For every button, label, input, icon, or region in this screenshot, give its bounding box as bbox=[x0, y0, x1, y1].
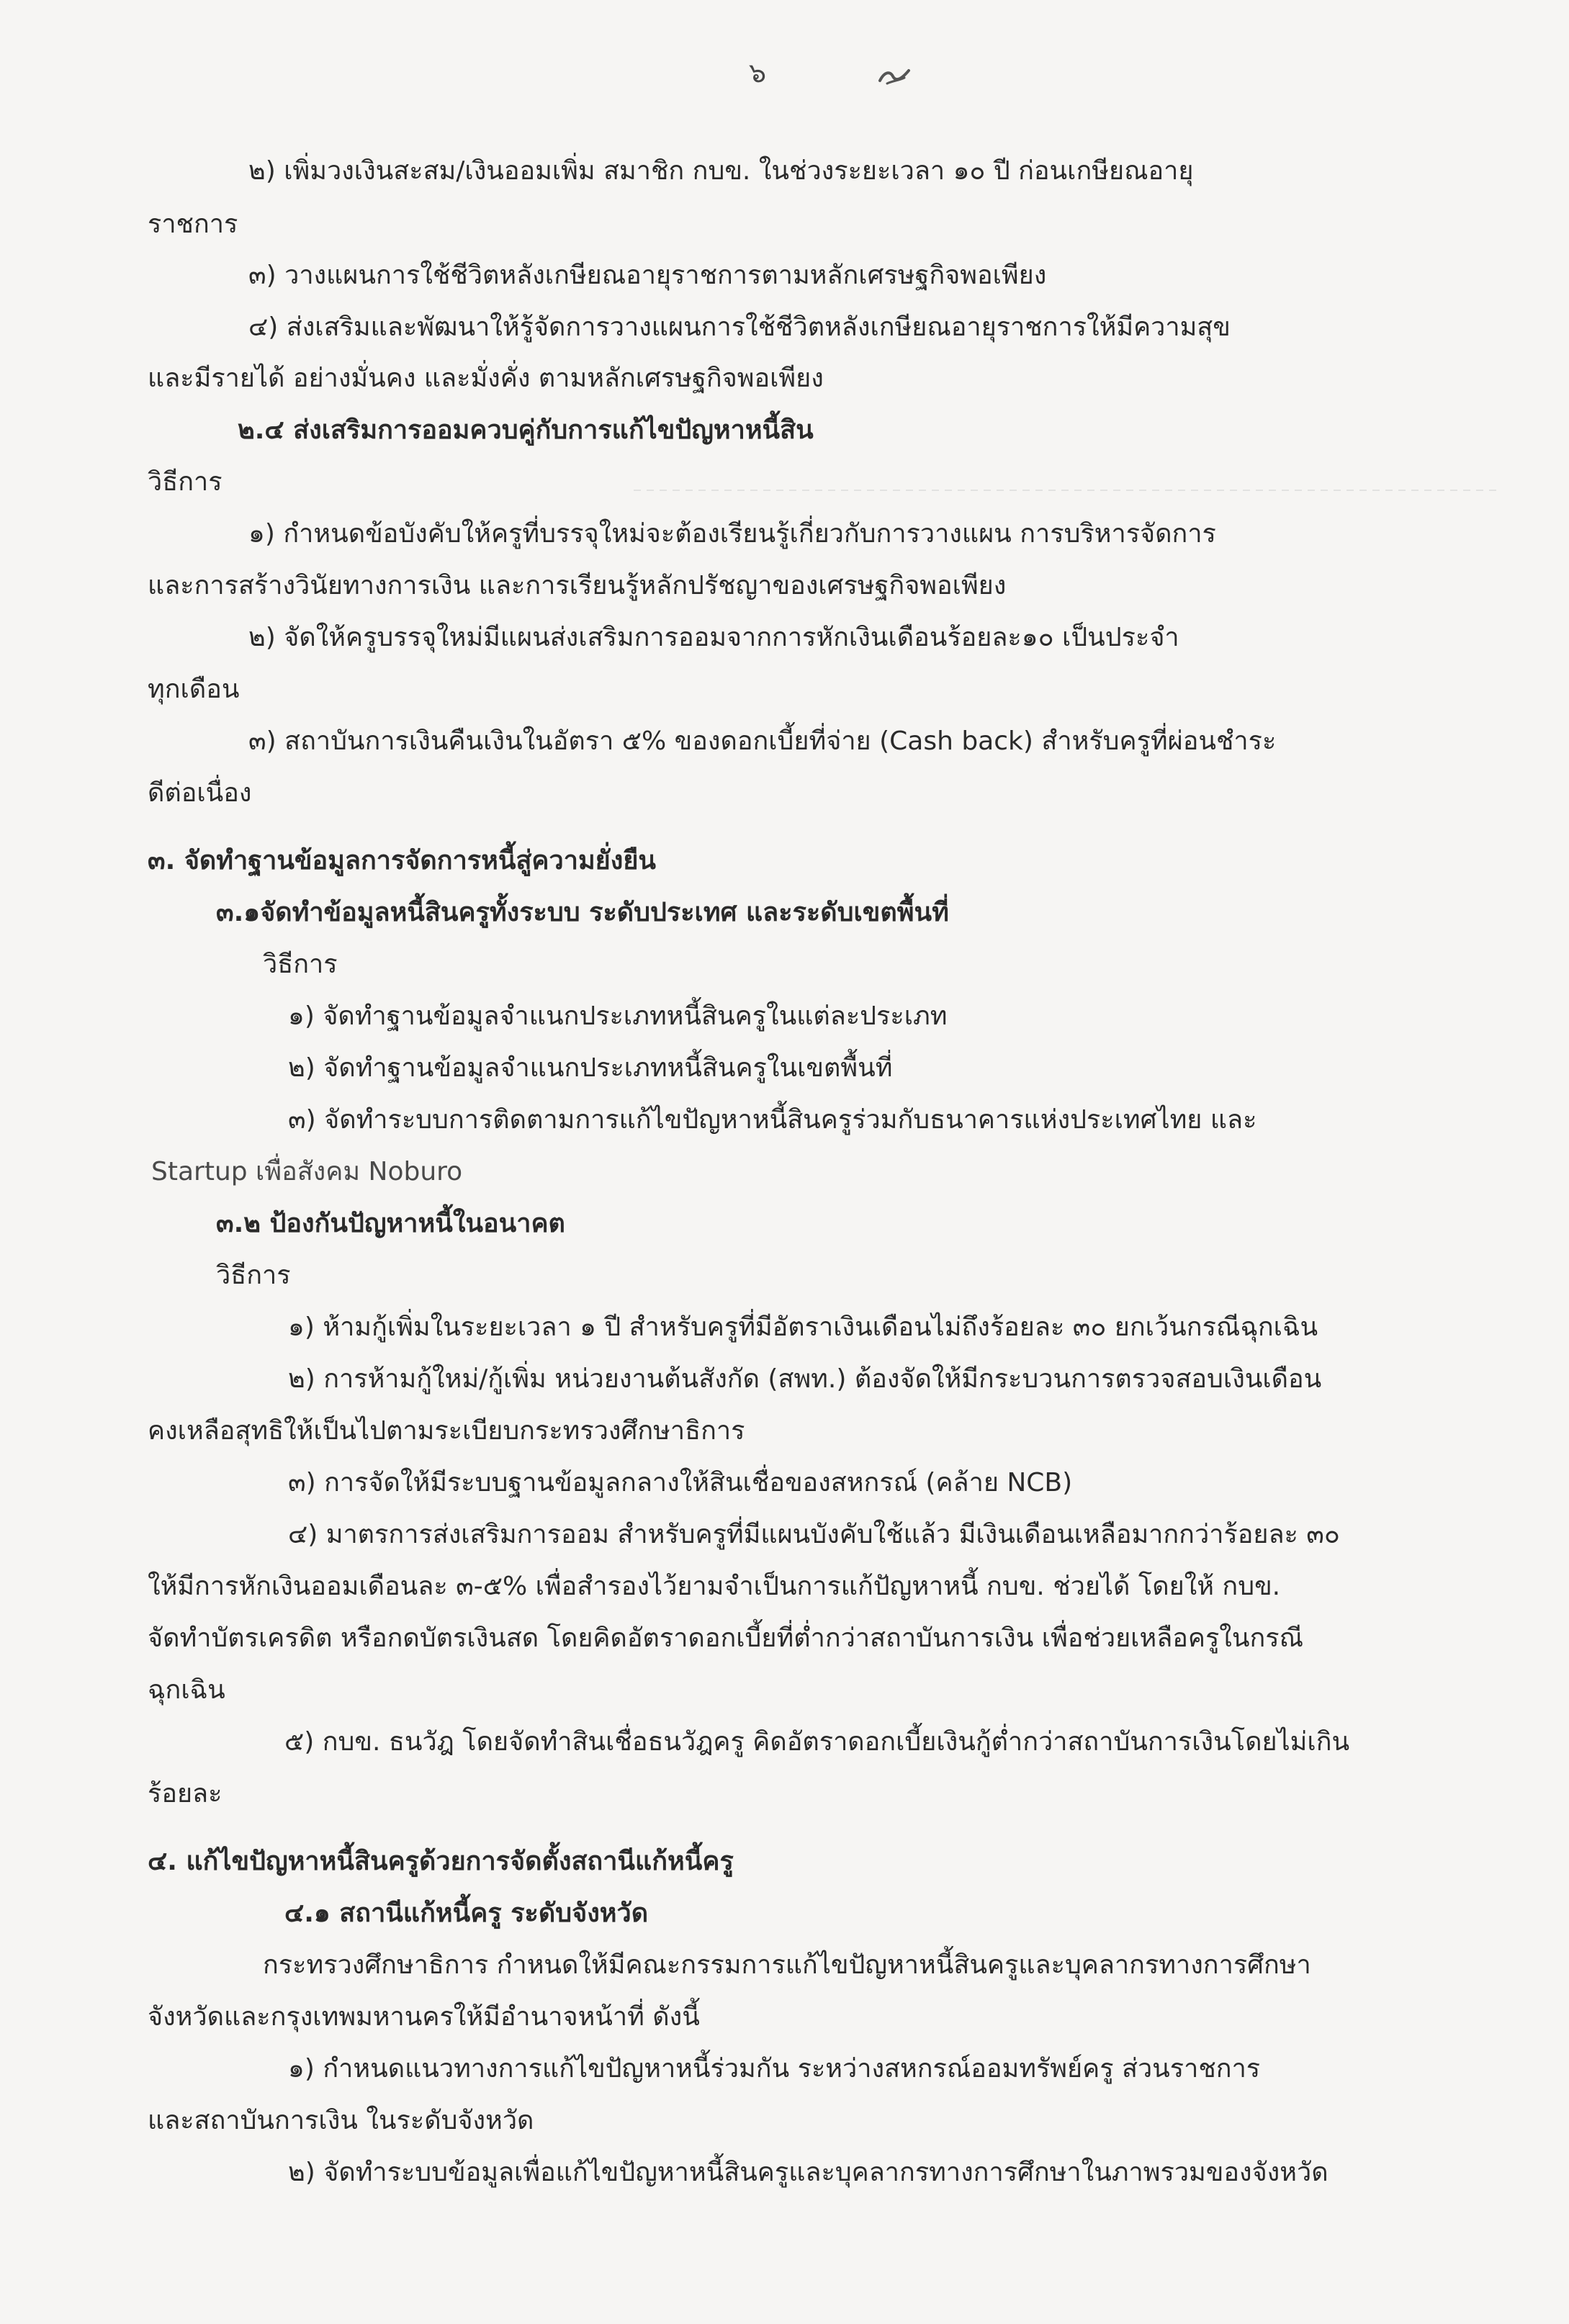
text-line: และสถาบันการเงิน ในระดับจังหวัด bbox=[148, 2106, 534, 2135]
text-line: ๑) ห้ามกู้เพิ่มในระยะเวลา ๑ ปี สำหรับครูที่มีอัตราเงินเดือนไม่ถึงร้อยละ ๓๐ ยกเว้นกรณีฉุกเฉิน bbox=[288, 1312, 1318, 1342]
text-line: ๔) ส่งเสริมและพัฒนาให้รู้จัดการวางแผนการใช้ชีวิตหลังเกษียณอายุราชการให้มีความสุข bbox=[248, 312, 1231, 342]
text-line: คงเหลือสุทธิให้เป็นไปตามระเบียบกระทรวงศึกษาธิการ bbox=[148, 1416, 745, 1446]
text-line: ๓) จัดทำระบบการติดตามการแก้ไขปัญหาหนี้สินครูร่วมกับธนาคารแห่งประเทศไทย และ bbox=[288, 1105, 1257, 1135]
section-heading: ๓.๑จัดทำข้อมูลหนี้สินครูทั้งระบบ ระดับประเทศ และระดับเขตพื้นที่ bbox=[216, 898, 949, 927]
text-line: ๔) มาตรการส่งเสริมการออม สำหรับครูที่มีแผนบังคับใช้แล้ว มีเงินเดือนเหลือมากกว่าร้อยละ ๓๐ bbox=[288, 1520, 1340, 1549]
text-line: ให้มีการหักเงินออมเดือนละ ๓-๕% เพื่อสำรองไว้ยามจำเป็นการแก้ปัญหาหนี้ กบข. ช่วยได้ โดยให้ กบข. bbox=[148, 1572, 1281, 1601]
section-heading: ๓.๒ ป้องกันปัญหาหนี้ในอนาคต bbox=[216, 1209, 565, 1238]
text-line: ๓) สถาบันการเงินคืนเงินในอัตรา ๕% ของดอกเบี้ยที่จ่าย (Cash back) สำหรับครูที่ผ่อนชำระ bbox=[248, 726, 1277, 756]
text-line: ทุกเดือน bbox=[148, 675, 240, 704]
text-line: ๕) กบข. ธนวัฎ โดยจัดทำสินเชื่อธนวัฎครู คิดอัตราดอกเบี้ยเงินกู้ต่ำกว่าสถาบันการเงินโดยไม่เกิน bbox=[284, 1727, 1350, 1757]
text-line: ๑) จัดทำฐานข้อมูลจำแนกประเภทหนี้สินครูในแต่ละประเภท bbox=[288, 1001, 948, 1031]
text-line: จังหวัดและกรุงเทพมหานครให้มีอำนาจหน้าที่ ดังนี้ bbox=[148, 2002, 700, 2032]
handwritten-mark-icon bbox=[877, 65, 912, 86]
text-line: ฉุกเฉิน bbox=[148, 1675, 225, 1705]
text-line: ๓) การจัดให้มีระบบฐานข้อมูลกลางให้สินเชื่อของสหกรณ์ (คล้าย NCB) bbox=[288, 1468, 1073, 1497]
section-heading: ๔.๑ สถานีแก้หนี้ครู ระดับจังหวัด bbox=[284, 1899, 649, 1928]
text-line: ๒) เพิ่มวงเงินสะสม/เงินออมเพิ่ม สมาชิก กบข. ในช่วงระยะเวลา ๑๐ ปี ก่อนเกษียณอายุ bbox=[248, 156, 1194, 186]
text-line: และการสร้างวินัยทางการเงิน และการเรียนรู้หลักปรัชญาของเศรษฐกิจพอเพียง bbox=[148, 571, 1007, 600]
text-line: ดีต่อเนื่อง bbox=[148, 778, 252, 808]
text-line: ๒) การห้ามกู้ใหม่/กู้เพิ่ม หน่วยงานต้นสังกัด (สพท.) ต้องจัดให้มีกระบวนการตรวจสอบเงินเดือน bbox=[288, 1364, 1322, 1394]
text-line: จัดทำบัตรเครดิต หรือกดบัตรเงินสด โดยคิดอัตราดอกเบี้ยที่ต่ำกว่าสถาบันการเงิน เพื่อช่วยเหลือครูในกรณี bbox=[148, 1623, 1304, 1653]
faint-scan-line bbox=[634, 490, 1498, 491]
text-line: วิธีการ bbox=[148, 467, 222, 497]
text-line: ราชการ bbox=[148, 210, 238, 239]
text-line: ๒) จัดให้ครูบรรจุใหม่มีแผนส่งเสริมการออมจากการหักเงินเดือนร้อยละ๑๐ เป็นประจำ bbox=[248, 623, 1179, 652]
section-heading: ๔. แก้ไขปัญหาหนี้สินครูด้วยการจัดตั้งสถานีแก้หนี้ครู bbox=[148, 1847, 734, 1876]
text-line: ๑) กำหนดข้อบังคับให้ครูที่บรรจุใหม่จะต้องเรียนรู้เกี่ยวกับการวางแผน การบริหารจัดการ bbox=[248, 519, 1216, 549]
page-number: ๖ bbox=[749, 57, 767, 89]
section-heading: ๓. จัดทำฐานข้อมูลการจัดการหนี้สู่ความยั่งยืน bbox=[148, 846, 657, 875]
text-line: ๓) วางแผนการใช้ชีวิตหลังเกษียณอายุราชการตามหลักเศรษฐกิจพอเพียง bbox=[248, 261, 1047, 290]
text-line: ๒) จัดทำระบบข้อมูลเพื่อแก้ไขปัญหาหนี้สินครูและบุคลากรทางการศึกษาในภาพรวมของจังหวัด bbox=[288, 2158, 1329, 2187]
text-line: วิธีการ bbox=[263, 950, 338, 979]
text-line: ร้อยละ bbox=[148, 1779, 222, 1809]
text-line: และมีรายได้ อย่างมั่นคง และมั่งคั่ง ตามหลักเศรษฐกิจพอเพียง bbox=[148, 364, 824, 393]
text-line: ๑) กำหนดแนวทางการแก้ไขปัญหาหนี้ร่วมกัน ระหว่างสหกรณ์ออมทรัพย์ครู ส่วนราชการ bbox=[288, 2054, 1261, 2084]
text-line: ๒) จัดทำฐานข้อมูลจำแนกประเภทหนี้สินครูในเขตพื้นที่ bbox=[288, 1053, 893, 1083]
text-line: วิธีการ bbox=[216, 1261, 291, 1290]
text-line: Startup เพื่อสังคม Noburo bbox=[151, 1157, 463, 1186]
text-line: กระทรวงศึกษาธิการ กำหนดให้มีคณะกรรมการแก้ไขปัญหาหนี้สินครูและบุคลากรทางการศึกษา bbox=[263, 1950, 1311, 1980]
section-heading: ๒.๔ ส่งเสริมการออมควบคู่กับการแก้ไขปัญหาหนี้สิน bbox=[238, 415, 814, 445]
